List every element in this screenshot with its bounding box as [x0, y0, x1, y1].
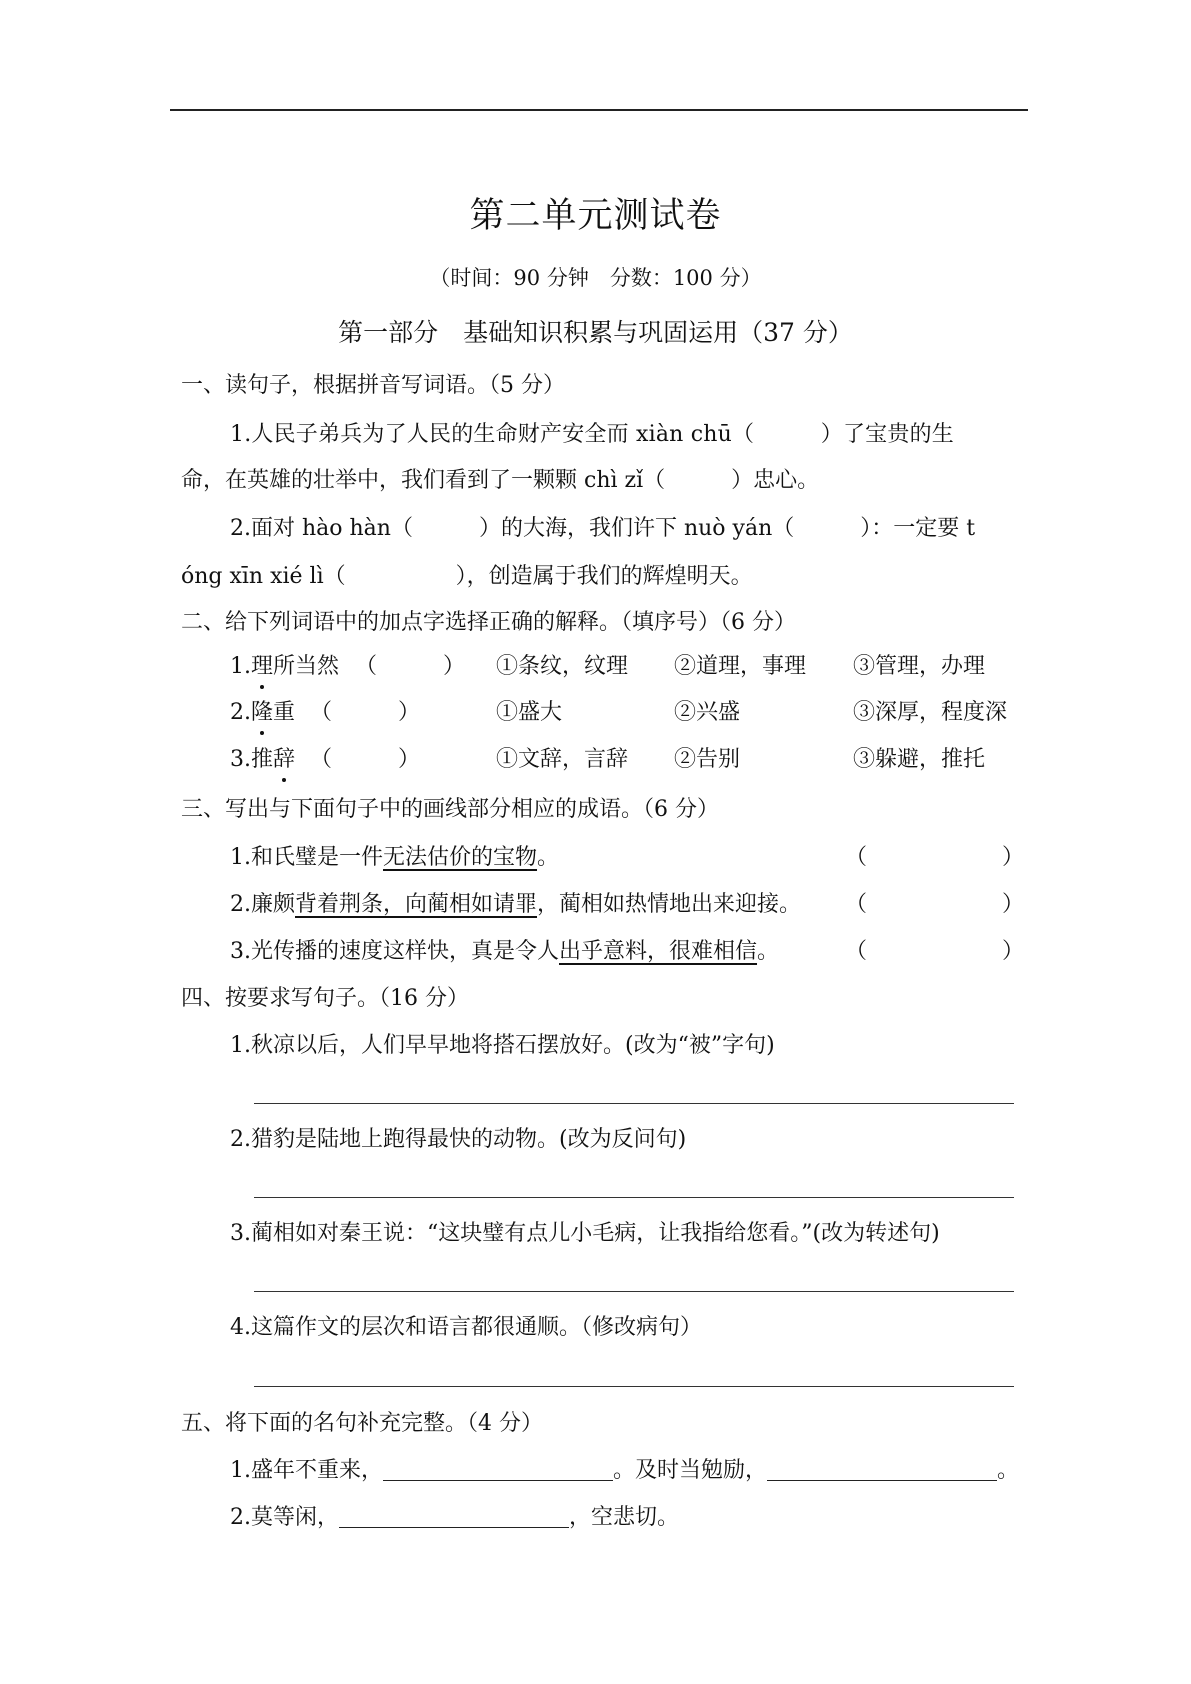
s1-q1-line1: 1.人民子弟兵为了人民的生命财产安全而 xiàn chū（ ）了宝贵的生 — [230, 422, 954, 447]
underlined-phrase: 无法估价的宝物 — [383, 845, 538, 870]
fill-blank — [767, 1456, 997, 1481]
s5-q2-part-a: 2.莫等闲， — [230, 1505, 339, 1530]
s3-q1-end: 。 — [537, 845, 560, 870]
s3-q2 — [230, 890, 801, 920]
s1-q2-line2: óng xīn xié lì（ ），创造属于我们的辉煌明天。 — [181, 564, 753, 589]
section-2-heading: 二、给下列词语中的加点字选择正确的解释。（填序号）（6 分） — [181, 610, 796, 635]
s2-q2-word — [230, 698, 295, 728]
answer-line — [254, 1197, 1014, 1198]
s3-q2-paren-open: （ — [845, 892, 868, 917]
s2-q3-word — [230, 745, 295, 775]
s5-q2 — [230, 1503, 679, 1533]
page-title: 第二单元测试卷 — [469, 196, 722, 236]
s2-q3-option-3: ③躲避，推托 — [853, 747, 986, 772]
s4-q1: 1.秋凉以后，人们早早地将搭石摆放好。(改为“被”字句) — [230, 1033, 775, 1058]
answer-line — [254, 1291, 1014, 1292]
s1-q1-line2: 命，在英雄的壮举中，我们看到了一颗颗 chì zǐ（ ）忠心。 — [181, 468, 820, 493]
s5-q1-part-b: 。及时当勉励， — [613, 1458, 768, 1483]
dotted-char: 隆 — [251, 698, 273, 728]
s2-q2-option-1: ①盛大 — [496, 700, 563, 725]
s3-q3-paren-open: （ — [845, 939, 868, 964]
s2-q3-blank: （ ） — [310, 747, 421, 772]
s2-q2-word-rest: 重 — [273, 700, 296, 725]
s5-q1 — [230, 1456, 1019, 1486]
s2-q1-blank: （ ） — [355, 654, 466, 679]
s3-q3-end: 。 — [757, 939, 780, 964]
section-4-heading: 四、按要求写句子。（16 分） — [181, 986, 469, 1011]
s1-q2-line1: 2.面对 hào hàn（ ）的大海，我们许下 nuò yán（ ）：一定要 t — [230, 516, 976, 541]
dotted-char: 辞 — [273, 745, 295, 775]
s3-q1-paren-open: （ — [845, 845, 868, 870]
exam-info: （时间：90 分钟 分数：100 分） — [429, 266, 762, 290]
s2-q1-word — [230, 652, 339, 682]
s3-q2-paren-close: ） — [1002, 892, 1025, 917]
section-1-heading: 一、读句子，根据拼音写词语。（5 分） — [181, 373, 565, 398]
section-5-heading: 五、将下面的名句补充完整。（4 分） — [181, 1411, 543, 1436]
s2-q3-num: 3. — [230, 747, 251, 772]
s4-q3: 3.蔺相如对秦王说：“这块璧有点儿小毛病，让我指给您看。”(改为转述句) — [230, 1221, 940, 1246]
s3-q1-text: 1.和氏璧是一件 — [230, 845, 383, 870]
s5-q1-part-a: 1.盛年不重来， — [230, 1458, 383, 1483]
s3-q3-text: 3.光传播的速度这样快，真是令人 — [230, 939, 559, 964]
s2-q2-num: 2. — [230, 700, 251, 725]
s3-q3-paren-close: ） — [1002, 939, 1025, 964]
s3-q2-end: ，蔺相如热情地出来迎接。 — [537, 892, 802, 917]
s3-q1-paren-close: ） — [1002, 845, 1025, 870]
part-heading: 第一部分 基础知识积累与巩固运用（37 分） — [338, 318, 853, 347]
s3-q1 — [230, 843, 559, 873]
underlined-phrase: 出乎意料，很难相信 — [559, 939, 758, 964]
s2-q1-option-3: ③管理，办理 — [853, 654, 986, 679]
s5-q1-part-c: 。 — [997, 1458, 1020, 1483]
answer-line — [254, 1386, 1014, 1387]
s4-q2: 2.猎豹是陆地上跑得最快的动物。(改为反问句) — [230, 1127, 687, 1152]
s2-q2-option-2: ②兴盛 — [674, 700, 741, 725]
s4-q4: 4.这篇作文的层次和语言都很通顺。（修改病句） — [230, 1315, 702, 1340]
s2-q2-blank: （ ） — [310, 700, 421, 725]
header-rule — [170, 109, 1028, 111]
s2-q3-word-pre: 推 — [251, 747, 274, 772]
s2-q3-option-2: ②告别 — [674, 747, 741, 772]
fill-blank — [383, 1456, 613, 1481]
s5-q2-part-b: ，空悲切。 — [569, 1505, 680, 1530]
dotted-char: 理 — [251, 652, 273, 682]
section-3-heading: 三、写出与下面句子中的画线部分相应的成语。（6 分） — [181, 797, 719, 822]
s2-q3-option-1: ①文辞，言辞 — [496, 747, 629, 772]
fill-blank — [339, 1503, 569, 1528]
s2-q1-option-2: ②道理，事理 — [674, 654, 807, 679]
s3-q3 — [230, 937, 779, 967]
s2-q1-word-rest: 所当然 — [273, 654, 340, 679]
s2-q1-option-1: ①条纹，纹理 — [496, 654, 629, 679]
answer-line — [254, 1103, 1014, 1104]
s3-q2-text: 2.廉颇 — [230, 892, 295, 917]
s2-q1-num: 1. — [230, 654, 251, 679]
s2-q2-option-3: ③深厚，程度深 — [853, 700, 1008, 725]
underlined-phrase: 背着荆条，向蔺相如请罪 — [295, 892, 538, 917]
